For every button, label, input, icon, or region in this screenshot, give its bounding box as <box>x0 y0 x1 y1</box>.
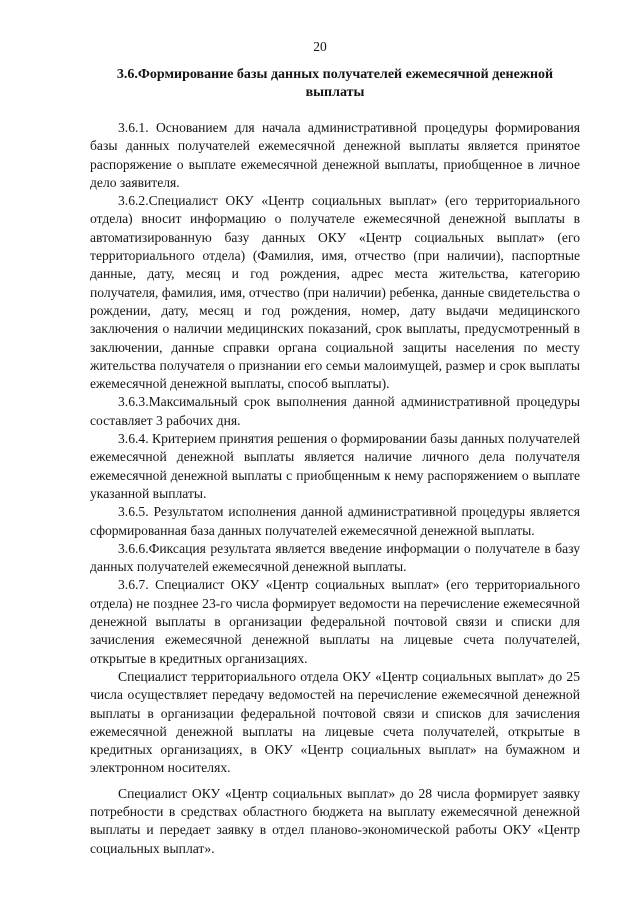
page-number: 20 <box>313 39 327 54</box>
paragraph-3-6-1: 3.6.1. Основанием для начала административной процедуры формирования базы данных получателей ежемесячной денежной выплаты является принятое распоряжение о выплате ежемесячной денежной выплаты, приобщенное в личное дело заявителя. <box>90 120 580 190</box>
paragraph-3-6-3: 3.6.3.Максимальный срок выполнения данной административной процедуры составляет 3 рабочих дня. <box>90 394 580 428</box>
paragraph-budget-request: Специалист ОКУ «Центр социальных выплат» до 28 числа формирует заявку потребности в средствах областного бюджета на выплату ежемесячной денежной выплаты и передает заявку в отдел планово-экономической работы ОКУ «Центр социальных выплат». <box>90 785 580 856</box>
document-body <box>90 119 580 858</box>
section-heading: 3.6.Формирование базы данных получателей ежемесячной денежной выплаты <box>116 67 554 100</box>
paragraph-3-6-7: 3.6.7. Специалист ОКУ «Центр социальных выплат» (его территориального отдела) не позднее 23-го числа формирует ведомости на перечисление ежемесячной денежной выплаты в организации федеральной почтовой связи и списки для зачисления ежемесячной денежной выплаты на лицевые счета получателей, открытые в кредитных организациях. <box>90 577 580 666</box>
paragraph-3-6-5: 3.6.5. Результатом исполнения данной административной процедуры является сформированная база данных получателей ежемесячной денежной выплаты. <box>90 504 580 538</box>
paragraph-territorial-specialist: Специалист территориального отдела ОКУ «Центр социальных выплат» до 25 числа осуществляет передачу ведомостей на перечисление ежемесячной денежной выплаты в организации федеральной почтовой связи и списков для зачисления ежемесячной денежной выплаты на лицевые счета получателей, открытые в кредитных организациях, в ОКУ «Центр социальных выплат» на бумажном и электронном носителях. <box>90 668 580 776</box>
paragraph-3-6-2: 3.6.2.Специалист ОКУ «Центр социальных выплат» (его территориального отдела) вносит информацию о получателе ежемесячной денежной выплаты в автоматизированную базу данных ОКУ «Центр социальных выплат» (его территориального отдела) (Фамилия, имя, отчество (при наличии), паспортные данные, дату, месяц и год рождения, адрес места жительства, категорию получателя, фамилия, имя, отчество (при наличии) ребенка, данные свидетельства о рождении, дату, месяц и год рождения, номер, дату выдачи медицинского заключения о наличии медицинских показаний, срок выплаты, предусмотренный в заключении, данные справки органа социальной защиты населения по месту жительства получателя о признании его семьи малоимущей, размер и срок выплаты ежемесячной денежной выплаты, способ выплаты). <box>90 193 580 392</box>
paragraph-3-6-4: 3.6.4. Критерием принятия решения о формировании базы данных получателей ежемесячной денежной выплаты является наличие личного дела получателя ежемесячной денежной выплаты с приобщенным к нему распоряжением о выплате указанной выплаты. <box>90 431 580 501</box>
paragraph-3-6-6: 3.6.6.Фиксация результата является введение информации о получателе в базу данных получателей ежемесячной денежной выплаты. <box>90 540 580 575</box>
